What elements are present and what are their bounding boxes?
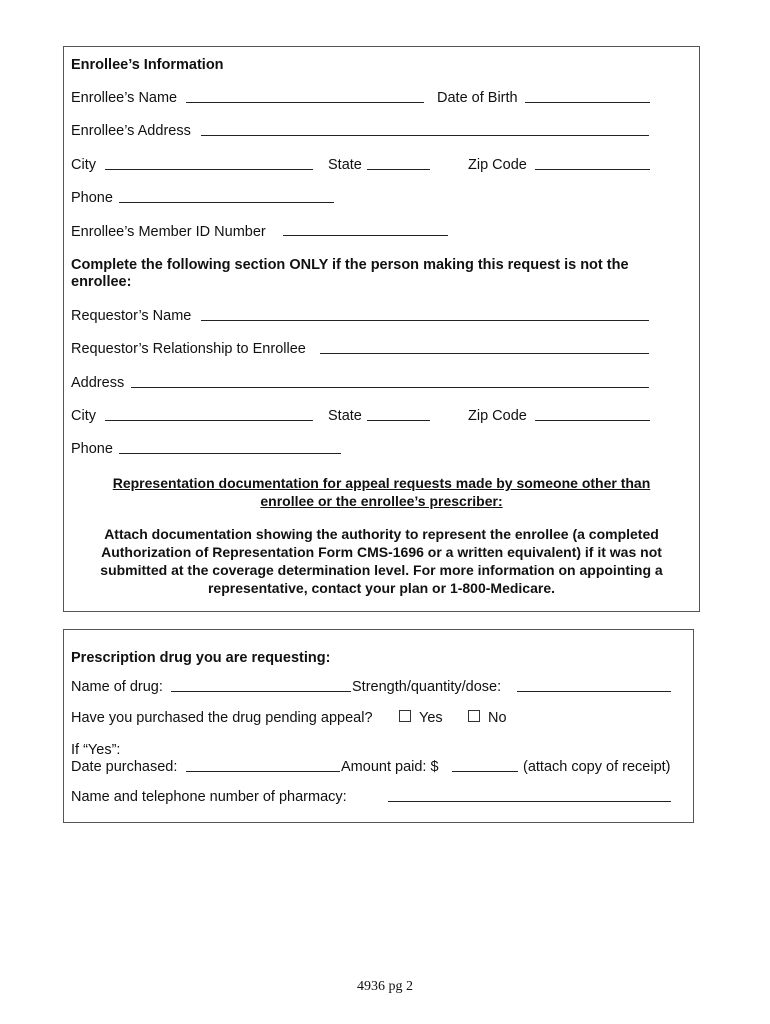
requestor-relationship-field[interactable] [320,353,649,354]
date-purchased-label: Date purchased: [71,759,178,775]
enrollee-city-field[interactable] [105,169,313,170]
yes-checkbox[interactable] [399,710,411,722]
enrollee-state-field[interactable] [367,169,430,170]
purchased-question: Have you purchased the drug pending appeal? [71,710,373,726]
enrollee-heading: Enrollee’s Information [71,57,224,73]
requestor-city-field[interactable] [105,420,313,421]
requestor-phone-label: Phone [71,441,113,457]
drug-name-label: Name of drug: [71,679,163,695]
requestor-state-label: State [328,408,362,424]
date-purchased-field[interactable] [186,771,340,772]
requestor-name-field[interactable] [201,320,649,321]
if-yes-label: If “Yes”: [71,742,121,758]
strength-label: Strength/quantity/dose: [352,679,502,695]
yes-label: Yes [419,710,443,726]
receipt-note: (attach copy of receipt) [523,759,671,775]
dob-label: Date of Birth [437,90,518,106]
requestor-zip-label: Zip Code [468,408,527,424]
requestor-address-field[interactable] [131,387,649,388]
enrollee-phone-field[interactable] [119,202,334,203]
requestor-instruction-line2: enrollee: [71,274,132,290]
enrollee-name-field[interactable] [186,102,424,103]
enrollee-city-label: City [71,157,96,173]
enrollee-address-label: Enrollee’s Address [71,123,191,139]
drug-heading: Prescription drug you are requesting: [71,650,331,666]
requestor-relationship-label: Requestor’s Relationship to Enrollee [71,341,306,357]
pharmacy-label: Name and telephone number of pharmacy: [71,789,347,805]
amount-paid-label: Amount paid: $ [341,759,439,775]
pharmacy-field[interactable] [388,801,671,802]
representation-title-line1: Representation documentation for appeal requests made by someone other than [112,475,651,491]
amount-paid-field[interactable] [452,771,518,772]
no-option[interactable] [468,710,507,727]
requestor-state-field[interactable] [367,420,430,421]
representation-body-line2: Authorization of Representation Form CMS-1696 or a written equivalent) if it was not [101,544,662,560]
no-checkbox[interactable] [468,710,480,722]
enrollee-state-label: State [328,157,362,173]
enrollee-phone-label: Phone [71,190,113,206]
dob-field[interactable] [525,102,650,103]
representation-body-line3: submitted at the coverage determination level. For more information on appointing a [100,562,663,578]
member-id-label: Enrollee’s Member ID Number [71,224,266,240]
representation-body-line1: Attach documentation showing the authority to represent the enrollee (a completed [104,526,659,542]
page-number: 4936 pg 2 [357,979,413,994]
yes-option[interactable] [399,710,443,727]
requestor-instruction-line1: Complete the following section ONLY if the person making this request is not the [71,257,629,273]
no-label: No [488,710,507,726]
enrollee-zip-field[interactable] [535,169,650,170]
strength-field[interactable] [517,691,671,692]
requestor-address-label: Address [71,375,125,391]
representation-title-line2: enrollee or the enrollee’s prescriber: [260,493,503,509]
requestor-name-label: Requestor’s Name [71,308,192,324]
enrollee-name-label: Enrollee’s Name [71,90,178,106]
enrollee-address-field[interactable] [201,135,649,136]
enrollee-zip-label: Zip Code [468,157,527,173]
representation-body-line4: representative, contact your plan or 1-800-Medicare. [207,580,555,596]
requestor-phone-field[interactable] [119,453,341,454]
member-id-field[interactable] [283,235,448,236]
drug-name-field[interactable] [171,691,351,692]
requestor-zip-field[interactable] [535,420,650,421]
requestor-city-label: City [71,408,96,424]
